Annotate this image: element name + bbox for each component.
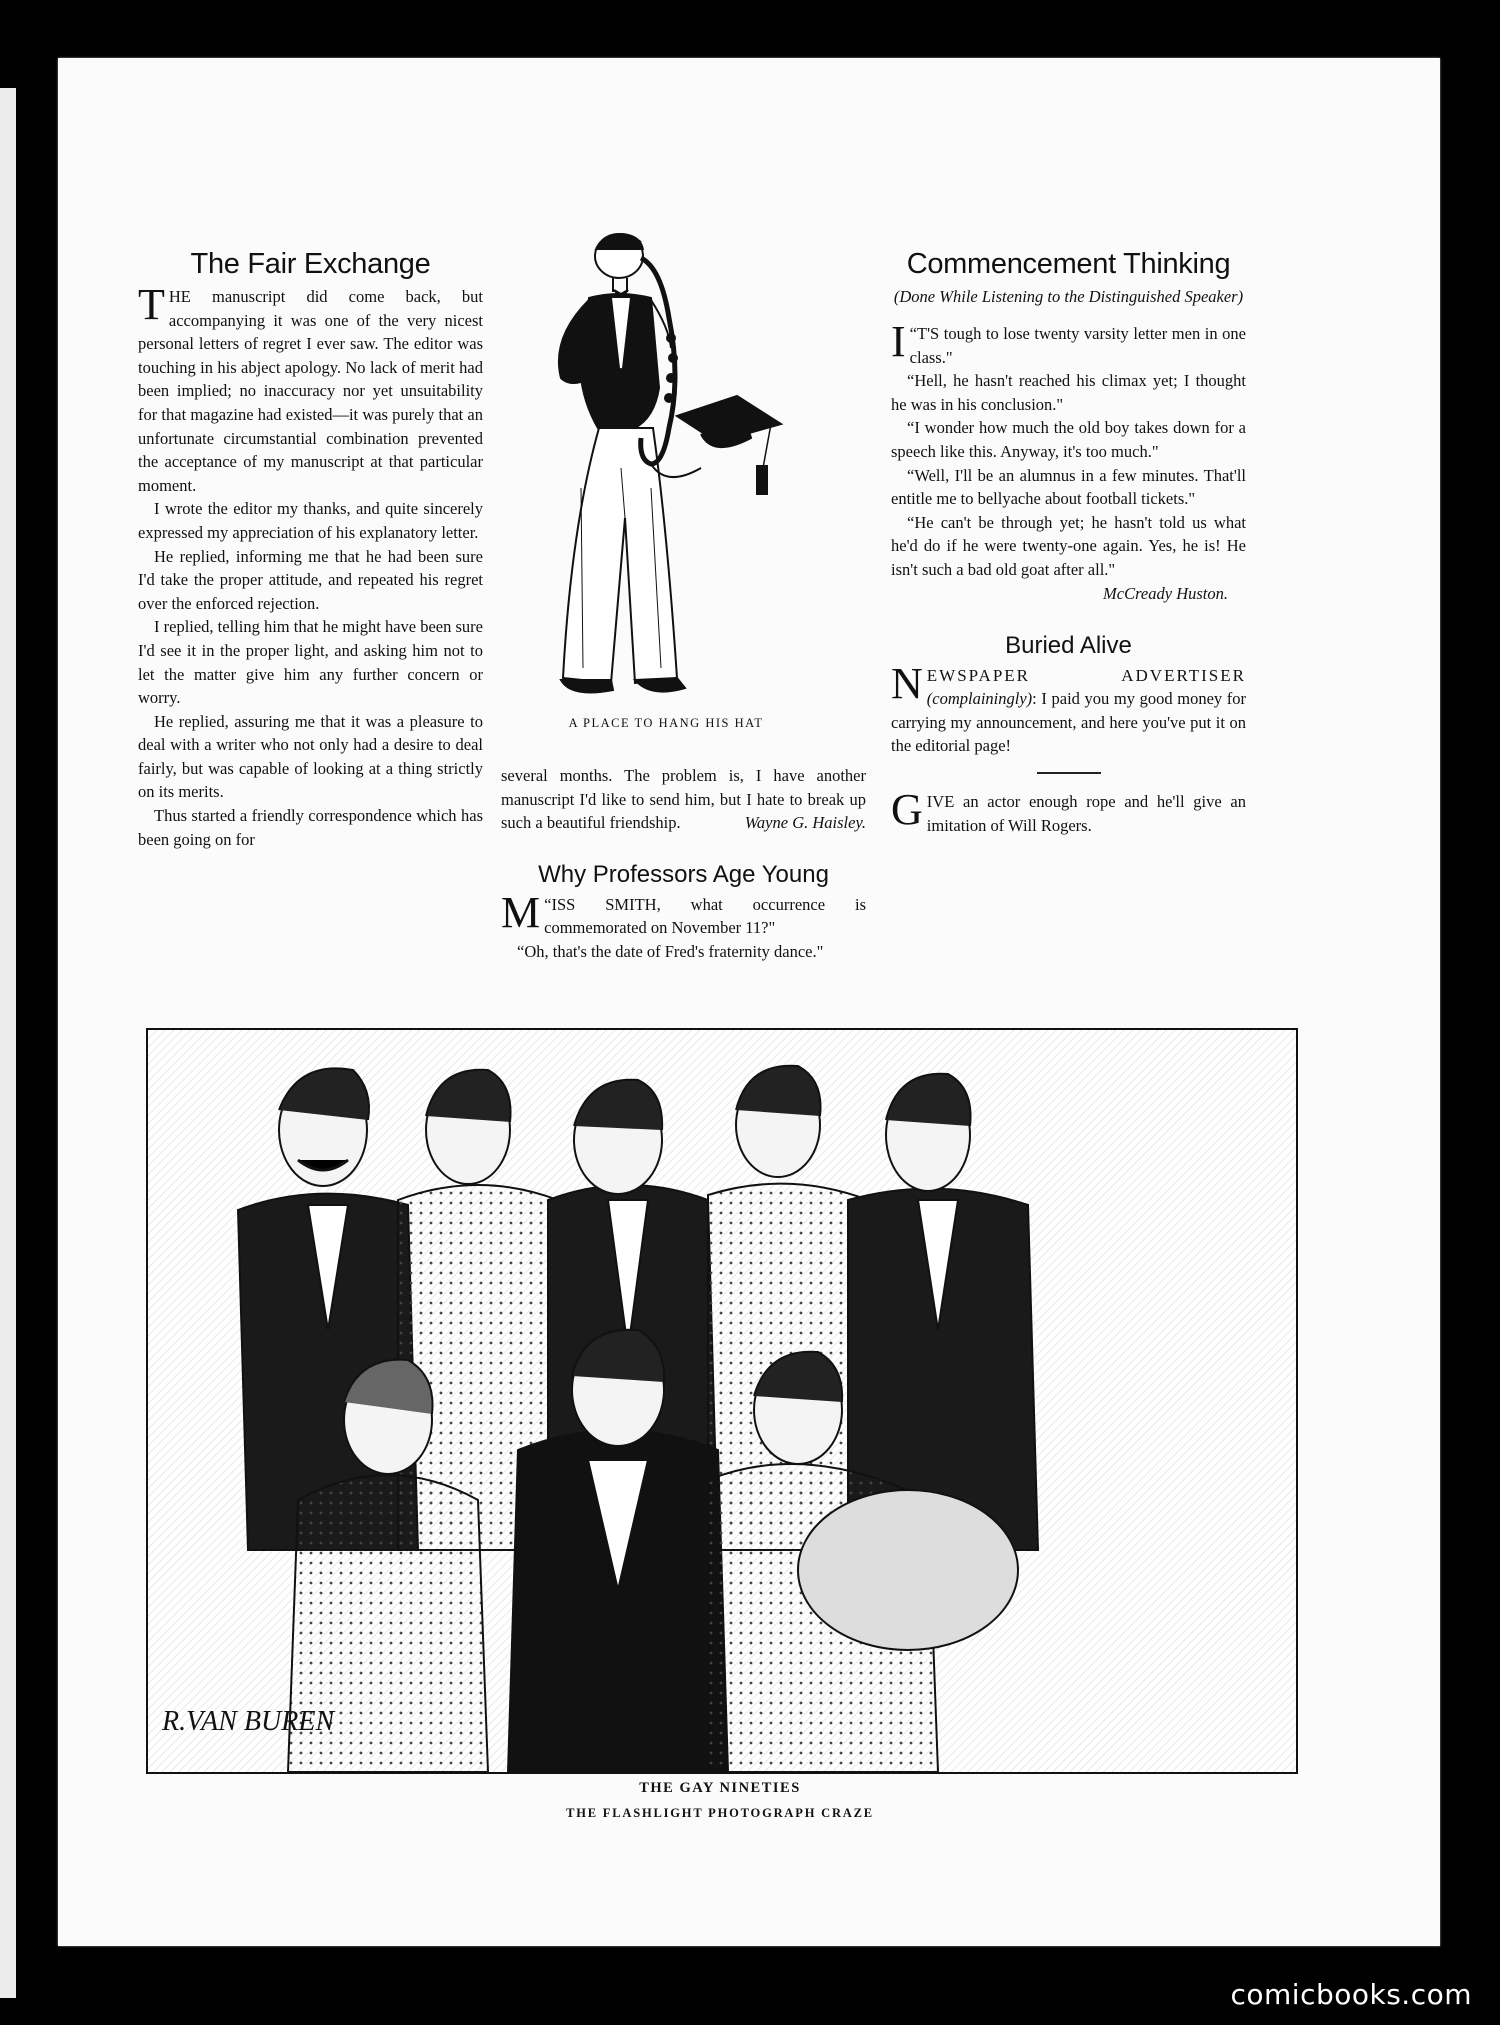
illustration-subtitle: THE FLASHLIGHT PHOTOGRAPH CRAZE [566,1806,874,1820]
middle-column-text [501,764,866,964]
divider-rule [1037,772,1101,774]
article-paragraph: “Well, I'll be an alumnus in a few minutes. That'll entitle me to bellyache about football tickets." [891,465,1246,509]
drop-cap: N [891,658,923,708]
article-paragraph: I wrote the editor my thanks, and quite sincerely expressed my appreciation of his explanatory letter. [138,499,483,542]
article-paragraph: “Oh, that's the date of Fred's fraternity dance." [517,941,824,961]
article-fair-exchange [138,248,483,851]
gay-nineties-illustration [146,1028,1298,1774]
artist-signature: R.VAN BUREN [162,1706,335,1737]
article-title: Why Professors Age Young [538,860,829,888]
drop-cap: T [138,280,165,329]
author-signature: Wayne G. Haisley. [744,813,866,833]
drop-cap: I [891,317,906,366]
article-title: The Fair Exchange [190,248,431,280]
article-commencement [891,248,1246,837]
saxophonist-drawing [501,228,866,718]
article-paragraph: “I wonder how much the old boy takes down for a speech like this. Anyway, it's too much." [891,418,1246,461]
article-paragraph: “ M ISS SMITH, what occurrence is commemorated on November 11?" [501,887,866,938]
article-title: Commencement Thinking [906,248,1231,280]
article-paragraph: “Hell, he hasn't reached his climax yet; I thought he was in his conclusion." [891,371,1246,414]
article-paragraph: Thus started a friendly correspondence which has been going on for [138,806,483,849]
article-paragraph: several months. The problem is, I have another manuscript I'd like to send him, but I hate to break up such a beautiful friendship. Wayne G. Haisley. [501,764,866,835]
author-signature: McCready Huston. [1103,583,1228,603]
article-subtitle: (Done While Listening to the Distinguished Speaker) [893,287,1244,306]
previous-page-edge [0,88,16,1998]
magazine-page [58,58,1440,1946]
article-paragraph: I replied, telling him that he might have been sure I'd see it in the proper light, and asking him not to let the matter give him any further concern or worry. [138,617,483,708]
article-paragraph: NEWSPAPER ADVERTISER (complainingly): I paid you my good money for carrying my announcement, and here you've put it on the editorial page! [891,658,1246,756]
drop-cap: M [501,887,541,937]
cartoon-caption: A PLACE TO HANG HIS HAT [568,716,764,730]
article-paragraph: GIVE an actor enough rope and he'll give an imitation of Will Rogers. [891,784,1246,835]
drop-cap: G [891,784,923,834]
article-paragraph: He replied, informing me that he had been sure I'd take the proper attitude, and repeated his regret over the enforced rejection. [138,546,483,613]
illustration-title: THE GAY NINETIES [639,1780,801,1796]
article-paragraph: THE manuscript did come back, but accompanying it was one of the very nicest personal letters of regret I ever saw. The editor was touching in his abject apology. No lack of merit had been implied; no inaccuracy nor yet unsuitability for that magazine had existed—it was purely that an unfortunate circumstantial combination prevented the acceptance of my manuscript at that particular moment. [138,280,483,495]
article-paragraph: “ I T'S tough to lose twenty varsity letter men in one class." [891,317,1246,367]
article-paragraph: “He can't be through yet; he hasn't told us what he'd do if he were twenty-one again. Yes, he is! He isn't such a bad old goat after all." [891,512,1246,579]
article-title: Buried Alive [1005,631,1132,659]
article-paragraph: He replied, assuring me that it was a pleasure to deal with a writer who not only had a desire to deal fairly, but was capable of looking at a thing strictly on its merits. [138,711,483,802]
saxophone-cartoon [501,228,866,748]
site-watermark: comicbooks.com [1230,1978,1472,2011]
group-portrait-drawing [148,1030,1296,1772]
